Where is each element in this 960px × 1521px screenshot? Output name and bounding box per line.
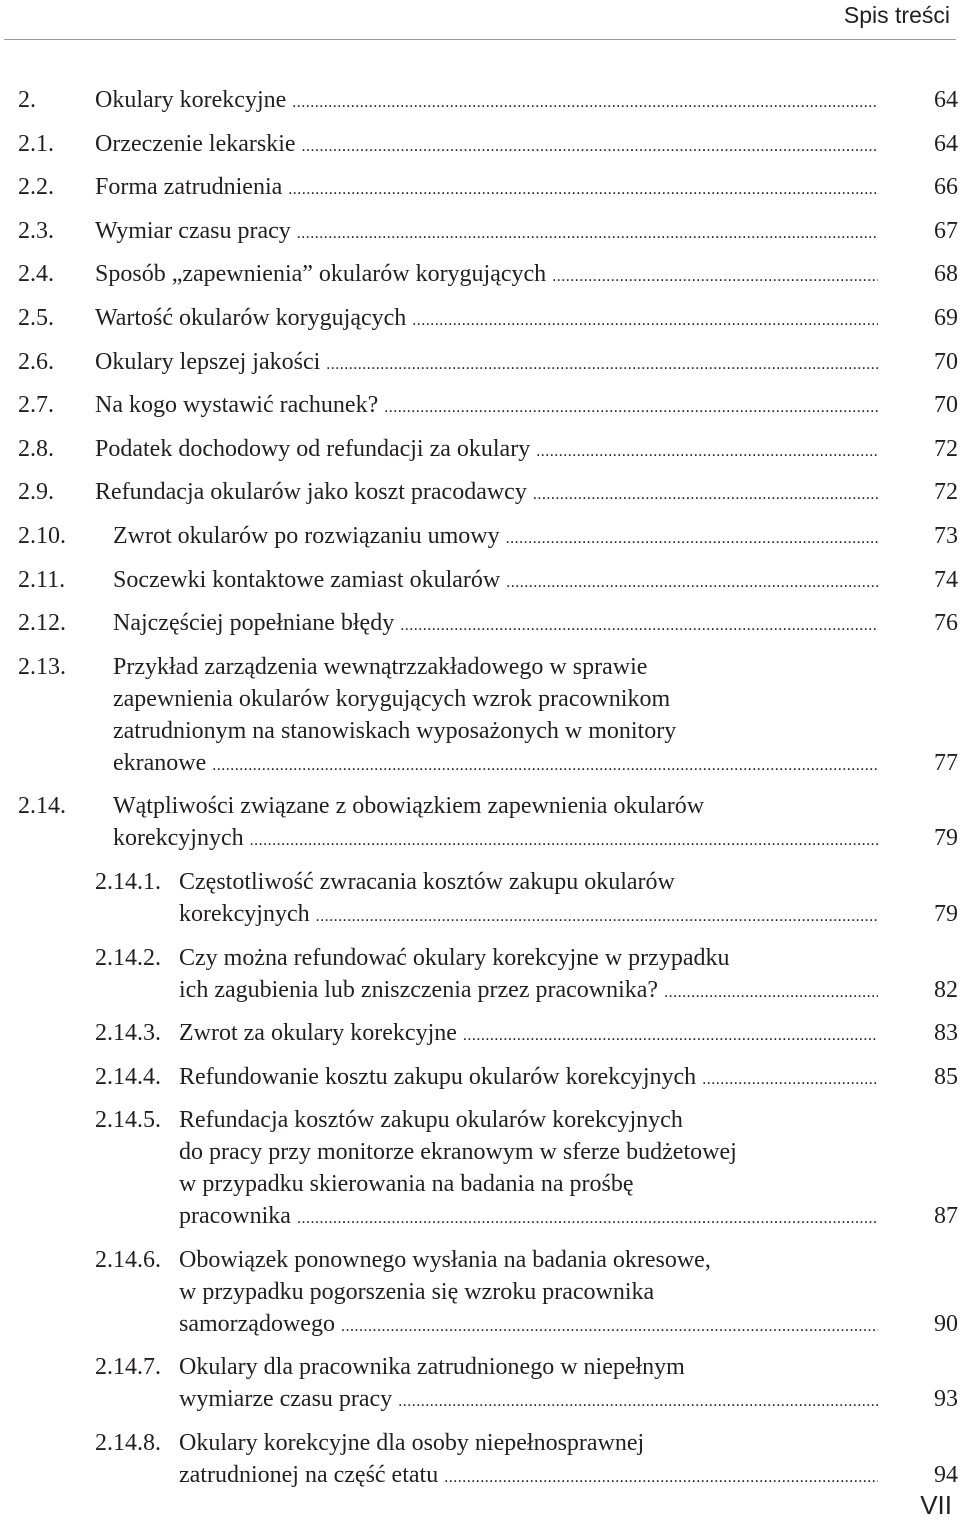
toc-entry-title-line: Okulary dla pracownika zatrudnionego w niepełnym bbox=[179, 1354, 685, 1381]
toc-entry-number: 2.4. bbox=[18, 261, 54, 288]
toc-entry-last-line bbox=[95, 258, 958, 293]
toc-entry-number: 2.14.6. bbox=[95, 1246, 161, 1273]
toc-entry-number: 2.14.3. bbox=[95, 1020, 161, 1047]
toc-entry-last-line bbox=[179, 1017, 958, 1052]
toc-entry-page-number: 72 bbox=[934, 479, 958, 506]
toc-entry-title-line: Na kogo wystawić rachunek? bbox=[95, 392, 379, 419]
toc-entry-page-number: 64 bbox=[934, 130, 958, 157]
toc-entry-page-number: 70 bbox=[934, 392, 958, 419]
toc-entry[interactable] bbox=[18, 389, 958, 424]
toc-entry-last-line bbox=[179, 974, 958, 1009]
dot-leader bbox=[212, 747, 878, 782]
toc-entry-title-line: ich zagubienia lub zniszczenia przez pracownika? bbox=[179, 976, 659, 1003]
toc-entry-title-line: Orzeczenie lekarskie bbox=[95, 130, 296, 157]
toc-entry-number: 2.13. bbox=[18, 653, 66, 680]
page-number: VII bbox=[920, 1490, 952, 1520]
toc-entry-title-line: Czy można refundować okulary korekcyjne w przypadku bbox=[179, 944, 730, 971]
toc-entry-title-line: wymiarze czasu pracy bbox=[179, 1386, 393, 1413]
toc-entry-number: 2.14.8. bbox=[95, 1430, 161, 1457]
dot-leader bbox=[302, 128, 878, 163]
toc-entry-body bbox=[179, 1244, 958, 1343]
toc-entry-body bbox=[95, 389, 958, 424]
toc-entry-last-line bbox=[95, 84, 958, 119]
toc-entry-body bbox=[179, 1061, 958, 1096]
toc-entry-title-line: Zwrot za okulary korekcyjne bbox=[179, 1020, 457, 1047]
toc-entry-title-line: ekranowe bbox=[113, 749, 207, 776]
toc-entry-body bbox=[95, 171, 958, 206]
toc-entry-title-line: Częstotliwość zwracania kosztów zakupu okularów bbox=[179, 868, 675, 895]
toc-entry-last-line bbox=[95, 128, 958, 163]
dot-leader bbox=[412, 302, 878, 337]
toc-entry[interactable] bbox=[18, 433, 958, 468]
toc-entry-last-line bbox=[95, 346, 958, 381]
toc-entry-last-line bbox=[179, 898, 958, 933]
dot-leader bbox=[506, 564, 878, 599]
toc-entry-number: 2.8. bbox=[18, 435, 54, 462]
toc-entry-title-line: pracownika bbox=[179, 1203, 291, 1230]
toc-entry-title-line: Soczewki kontaktowe zamiast okularów bbox=[113, 566, 501, 593]
toc-entry-body bbox=[179, 942, 958, 1009]
dot-leader bbox=[702, 1061, 878, 1096]
toc-entry-body bbox=[95, 302, 958, 337]
dot-leader bbox=[316, 898, 878, 933]
toc-entry-title-line: zatrudnionej na część etatu bbox=[179, 1462, 439, 1489]
toc-entry-page-number: 76 bbox=[934, 610, 958, 637]
dot-leader bbox=[506, 520, 878, 555]
toc-entry-title-line: zapewnienia okularów korygujących wzrok pracownikom bbox=[113, 685, 671, 712]
running-head-title: Spis treści bbox=[843, 2, 950, 28]
toc-entry-last-line bbox=[95, 389, 958, 424]
toc-entry-title-line: Refundacja kosztów zakupu okularów korekcyjnych bbox=[179, 1107, 683, 1134]
toc-entry-last-line bbox=[179, 1459, 958, 1494]
toc-entry-body bbox=[113, 564, 958, 599]
toc-entry-title-line: Wymiar czasu pracy bbox=[95, 217, 291, 244]
toc-entry-page-number: 66 bbox=[934, 174, 958, 201]
toc-entry-last-line bbox=[113, 747, 958, 782]
dot-leader bbox=[463, 1017, 878, 1052]
toc-entry-title-line: Refundowanie kosztu zakupu okularów korekcyjnych bbox=[179, 1063, 697, 1090]
toc-entry-last-line bbox=[113, 564, 958, 599]
toc-entry-number: 2.2. bbox=[18, 174, 54, 201]
toc-entry-title-line: w przypadku pogorszenia się wzroku pracownika bbox=[179, 1278, 655, 1305]
toc-entry[interactable] bbox=[18, 1244, 958, 1343]
toc-entry-page-number: 87 bbox=[934, 1203, 958, 1230]
toc-entry-page-number: 93 bbox=[934, 1386, 958, 1413]
toc-entry[interactable] bbox=[18, 302, 958, 337]
toc-entry[interactable] bbox=[18, 215, 958, 250]
toc-entry-number: 2.14.5. bbox=[95, 1107, 161, 1134]
dot-leader bbox=[292, 84, 878, 119]
toc-entry[interactable] bbox=[18, 790, 958, 857]
toc-entry[interactable] bbox=[18, 607, 958, 642]
toc-entry[interactable] bbox=[18, 171, 958, 206]
toc-entry-title-line: Okulary lepszej jakości bbox=[95, 348, 321, 375]
toc-entry-last-line bbox=[95, 171, 958, 206]
toc-entry-title-line: Zwrot okularów po rozwiązaniu umowy bbox=[113, 522, 500, 549]
toc-entry-title-line: Sposób „zapewnienia” okularów korygujących bbox=[95, 261, 547, 288]
toc-entry-title-line: Okulary korekcyjne dla osoby niepełnosprawnej bbox=[179, 1430, 645, 1457]
toc-entry[interactable] bbox=[18, 520, 958, 555]
toc-entry-body bbox=[95, 433, 958, 468]
table-of-contents bbox=[18, 84, 958, 1503]
dot-leader bbox=[326, 346, 878, 381]
toc-entry-number: 2.10. bbox=[18, 522, 66, 549]
toc-entry-title-line: w przypadku skierowania na badania na prośbę bbox=[179, 1171, 634, 1198]
toc-entry-page-number: 69 bbox=[934, 304, 958, 331]
dot-leader bbox=[398, 1383, 878, 1418]
dot-leader bbox=[552, 258, 878, 293]
toc-entry-last-line bbox=[95, 302, 958, 337]
toc-entry-number: 2.14.2. bbox=[95, 944, 161, 971]
toc-entry[interactable] bbox=[18, 84, 958, 119]
toc-entry-title-line: zatrudnionym na stanowiskach wyposażonych w monitory bbox=[113, 717, 677, 744]
dot-leader bbox=[664, 974, 878, 1009]
toc-entry[interactable] bbox=[18, 1427, 958, 1494]
toc-entry-body bbox=[95, 258, 958, 293]
toc-entry[interactable] bbox=[18, 346, 958, 381]
toc-entry-body bbox=[179, 1351, 958, 1418]
toc-entry-page-number: 79 bbox=[934, 825, 958, 852]
toc-entry-number: 2.14.4. bbox=[95, 1063, 161, 1090]
toc-entry-body bbox=[95, 346, 958, 381]
toc-entry-number: 2.11. bbox=[18, 566, 66, 593]
dot-leader bbox=[384, 389, 878, 424]
toc-entry-last-line bbox=[179, 1308, 958, 1343]
toc-entry-last-line bbox=[95, 476, 958, 511]
toc-entry-page-number: 67 bbox=[934, 217, 958, 244]
toc-entry-page-number: 83 bbox=[934, 1020, 958, 1047]
dot-leader bbox=[297, 215, 878, 250]
toc-entry-last-line bbox=[179, 1061, 958, 1096]
toc-entry-number: 2.1. bbox=[18, 130, 54, 157]
toc-entry-page-number: 79 bbox=[934, 900, 958, 927]
toc-entry-title-line: Okulary korekcyjne bbox=[95, 87, 287, 113]
toc-entry-body bbox=[95, 84, 958, 119]
toc-entry-title-line: Podatek dochodowy od refundacji za okulary bbox=[95, 435, 531, 462]
toc-entry-body bbox=[113, 790, 958, 857]
dot-leader bbox=[297, 1200, 878, 1235]
toc-entry-last-line bbox=[179, 1200, 958, 1235]
toc-entry-page-number: 82 bbox=[934, 976, 958, 1003]
toc-entry-body bbox=[179, 1017, 958, 1052]
toc-entry-page-number: 85 bbox=[934, 1063, 958, 1090]
toc-entry-page-number: 90 bbox=[934, 1310, 958, 1337]
toc-entry[interactable] bbox=[18, 258, 958, 293]
toc-entry[interactable] bbox=[18, 128, 958, 163]
toc-entry[interactable] bbox=[18, 1104, 958, 1235]
toc-entry-title-line: Forma zatrudnienia bbox=[95, 174, 283, 201]
toc-entry-title-line: do pracy przy monitorze ekranowym w sferze budżetowej bbox=[179, 1139, 737, 1166]
toc-entry-number: 2.9. bbox=[18, 479, 54, 506]
toc-entry-title-line: Wartość okularów korygujących bbox=[95, 304, 407, 331]
toc-entry-body bbox=[95, 128, 958, 163]
toc-entry-number: 2.3. bbox=[18, 217, 54, 244]
toc-entry[interactable] bbox=[18, 1351, 958, 1418]
toc-entry-page-number: 73 bbox=[934, 522, 958, 549]
dot-leader bbox=[288, 171, 878, 206]
toc-entry-page-number: 72 bbox=[934, 435, 958, 462]
toc-entry-body bbox=[95, 476, 958, 511]
toc-entry-page-number: 68 bbox=[934, 261, 958, 288]
toc-entry-last-line bbox=[113, 520, 958, 555]
toc-entry-body bbox=[179, 1427, 958, 1494]
toc-entry-page-number: 77 bbox=[934, 749, 958, 776]
dot-leader bbox=[536, 433, 878, 468]
dot-leader bbox=[444, 1459, 878, 1494]
toc-entry-last-line bbox=[95, 433, 958, 468]
toc-entry-body bbox=[113, 520, 958, 555]
toc-entry[interactable] bbox=[18, 942, 958, 1009]
toc-entry-body bbox=[113, 651, 958, 782]
toc-entry-body bbox=[95, 215, 958, 250]
toc-entry-number: 2.14. bbox=[18, 793, 66, 820]
toc-entry-title-line: Wątpliwości związane z obowiązkiem zapewnienia okularów bbox=[113, 793, 705, 820]
dot-leader bbox=[250, 822, 878, 857]
toc-entry[interactable] bbox=[18, 564, 958, 599]
toc-entry-title-line: korekcyjnych bbox=[113, 825, 244, 852]
toc-entry[interactable] bbox=[18, 476, 958, 511]
toc-entry-body bbox=[179, 866, 958, 933]
toc-entry[interactable] bbox=[18, 866, 958, 933]
toc-entry-title-line: Refundacja okularów jako koszt pracodawcy bbox=[95, 479, 527, 506]
toc-entry-title-line: Przykład zarządzenia wewnątrzzakładowego w sprawie bbox=[113, 653, 648, 680]
toc-entry-last-line bbox=[113, 822, 958, 857]
toc-entry-number: 2.7. bbox=[18, 392, 54, 419]
dot-leader bbox=[341, 1308, 878, 1343]
toc-entry-page-number: 94 bbox=[934, 1462, 958, 1489]
toc-entry-last-line bbox=[179, 1383, 958, 1418]
toc-entry-number: 2.12. bbox=[18, 610, 66, 637]
toc-entry-title-line: korekcyjnych bbox=[179, 900, 310, 927]
dot-leader bbox=[400, 607, 878, 642]
toc-entry-body bbox=[113, 607, 958, 642]
toc-entry-title-line: samorządowego bbox=[179, 1310, 335, 1337]
toc-entry[interactable] bbox=[18, 1061, 958, 1096]
dot-leader bbox=[533, 476, 878, 511]
toc-entry-page-number: 74 bbox=[934, 566, 958, 593]
toc-entry[interactable] bbox=[18, 651, 958, 782]
toc-entry-number: 2.5. bbox=[18, 304, 54, 331]
toc-entry-last-line bbox=[113, 607, 958, 642]
toc-entry[interactable] bbox=[18, 1017, 958, 1052]
toc-entry-title-line: Najczęściej popełniane błędy bbox=[113, 610, 395, 637]
toc-entry-page-number: 64 bbox=[934, 87, 958, 113]
toc-entry-body bbox=[179, 1104, 958, 1235]
toc-entry-last-line bbox=[95, 215, 958, 250]
toc-entry-title-line: Obowiązek ponownego wysłania na badania okresowe, bbox=[179, 1246, 711, 1273]
header-rule bbox=[4, 39, 956, 40]
toc-entry-number: 2. bbox=[18, 87, 36, 113]
toc-entry-number: 2.14.7. bbox=[95, 1354, 161, 1381]
toc-entry-number: 2.14.1. bbox=[95, 868, 161, 895]
toc-entry-number: 2.6. bbox=[18, 348, 54, 375]
toc-entry-page-number: 70 bbox=[934, 348, 958, 375]
